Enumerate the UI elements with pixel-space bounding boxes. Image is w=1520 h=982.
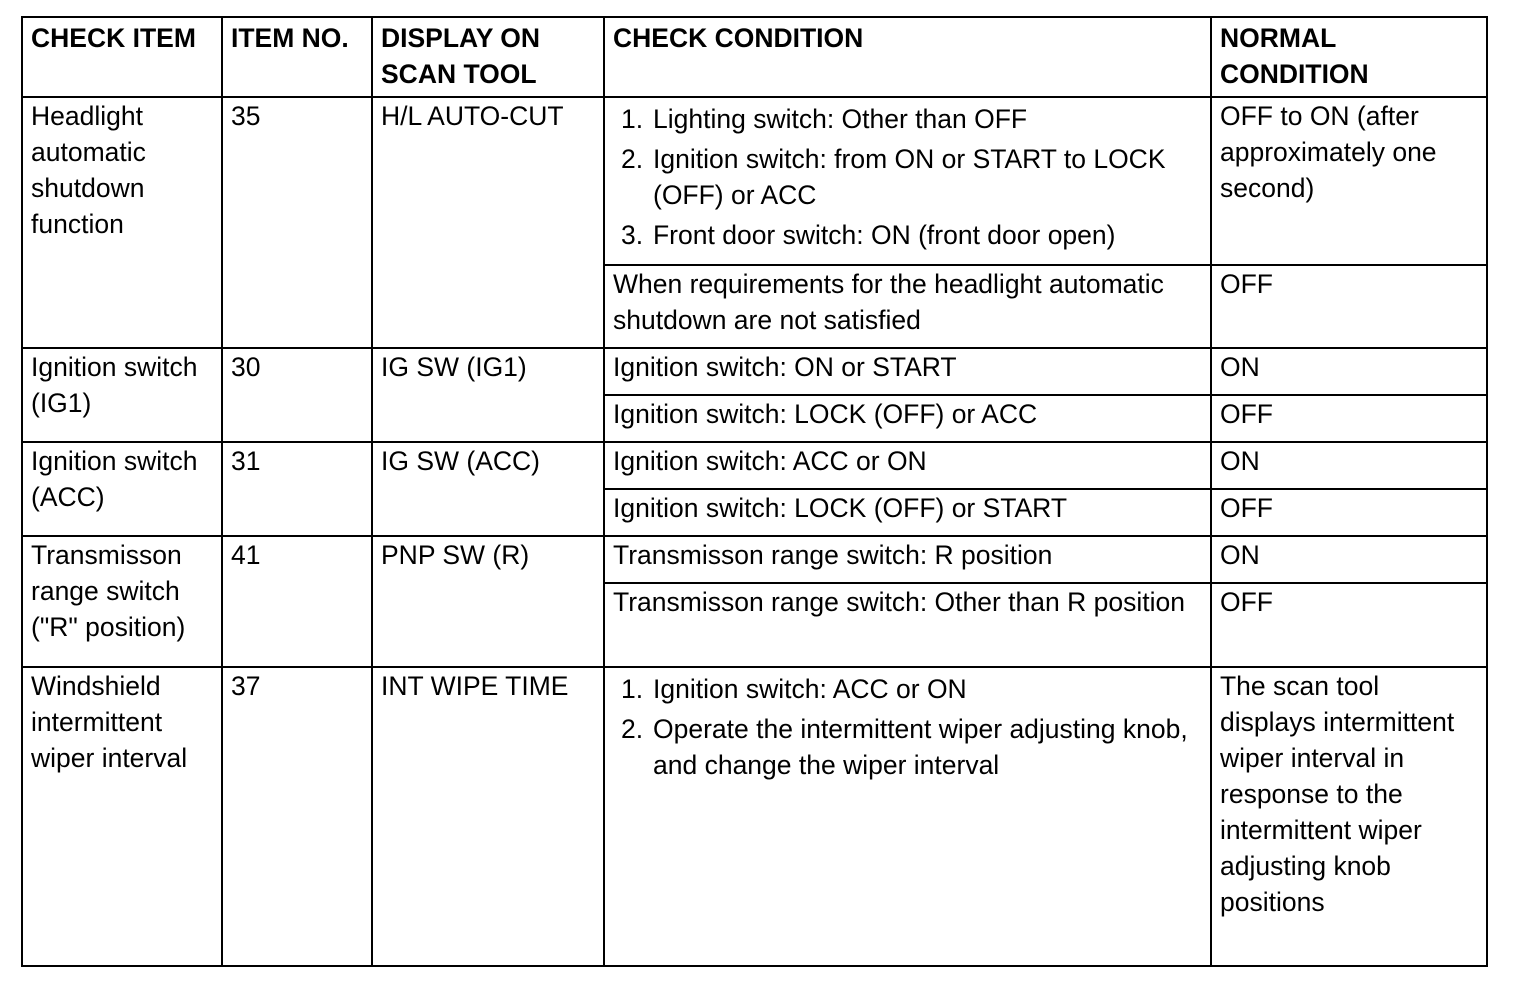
- check-condition-cell: [604, 667, 1211, 966]
- condition-step: 1. Ignition switch: ACC or ON: [621, 674, 967, 704]
- check-condition-cell: When requirements for the headlight automatic shutdown are not satisfied: [604, 265, 1211, 348]
- normal-condition-cell: OFF to ON (after approximately one second): [1211, 97, 1487, 265]
- normal-condition-cell: OFF: [1211, 265, 1487, 348]
- table-row: [22, 442, 1487, 489]
- normal-condition-cell: OFF: [1211, 489, 1487, 536]
- display-cell: IG SW (ACC): [372, 442, 604, 536]
- item-no-cell: 30: [222, 348, 372, 442]
- check-item-cell: Transmisson range switch ("R" position): [22, 536, 222, 667]
- check-item-cell: Windshield intermittent wiper interval: [22, 667, 222, 966]
- check-condition-cell: Ignition switch: LOCK (OFF) or ACC: [604, 395, 1211, 442]
- table-row: [22, 667, 1487, 966]
- condition-step: 2. Operate the intermittent wiper adjusting knob, and change the wiper interval: [621, 714, 1188, 780]
- item-no-cell: 41: [222, 536, 372, 667]
- normal-condition-cell: ON: [1211, 442, 1487, 489]
- check-item-cell: Ignition switch (IG1): [22, 348, 222, 442]
- check-item-cell: Headlight automatic shutdown function: [22, 97, 222, 348]
- condition-step: 3. Front door switch: ON (front door open): [621, 220, 1116, 250]
- display-cell: INT WIPE TIME: [372, 667, 604, 966]
- normal-condition-cell: ON: [1211, 536, 1487, 583]
- condition-steps: [613, 98, 1206, 253]
- normal-condition-cell: OFF: [1211, 395, 1487, 442]
- table-row: [22, 348, 1487, 395]
- condition-step: 2. Ignition switch: from ON or START to LOCK (OFF) or ACC: [621, 144, 1166, 210]
- item-no-cell: 31: [222, 442, 372, 536]
- display-cell: H/L AUTO-CUT: [372, 97, 604, 348]
- table-row: [22, 536, 1487, 583]
- display-cell: PNP SW (R): [372, 536, 604, 667]
- item-no-cell: 35: [222, 97, 372, 348]
- check-condition-cell: Ignition switch: ON or START: [604, 348, 1211, 395]
- check-table: [21, 16, 1488, 967]
- header-check-condition: CHECK CONDITION: [604, 17, 1211, 97]
- normal-condition-cell: The scan tool displays intermittent wiper interval in response to the intermittent wiper adjusting knob positions: [1211, 667, 1487, 966]
- check-condition-cell: Ignition switch: LOCK (OFF) or START: [604, 489, 1211, 536]
- condition-steps: [613, 668, 1206, 783]
- check-condition-cell: Ignition switch: ACC or ON: [604, 442, 1211, 489]
- normal-condition-cell: OFF: [1211, 583, 1487, 667]
- display-cell: IG SW (IG1): [372, 348, 604, 442]
- item-no-cell: 37: [222, 667, 372, 966]
- header-item-no: ITEM NO.: [222, 17, 372, 97]
- header-display: DISPLAY ON SCAN TOOL: [372, 17, 604, 97]
- check-condition-cell: [604, 97, 1211, 265]
- header-check-item: CHECK ITEM: [22, 17, 222, 97]
- header-row: [22, 17, 1487, 97]
- check-condition-cell: Transmisson range switch: R position: [604, 536, 1211, 583]
- condition-step: 1. Lighting switch: Other than OFF: [621, 104, 1028, 134]
- normal-condition-cell: ON: [1211, 348, 1487, 395]
- table-row: [22, 97, 1487, 265]
- check-condition-cell: Transmisson range switch: Other than R position: [604, 583, 1211, 667]
- header-normal-condition: NORMAL CONDITION: [1211, 17, 1487, 97]
- check-item-cell: Ignition switch (ACC): [22, 442, 222, 536]
